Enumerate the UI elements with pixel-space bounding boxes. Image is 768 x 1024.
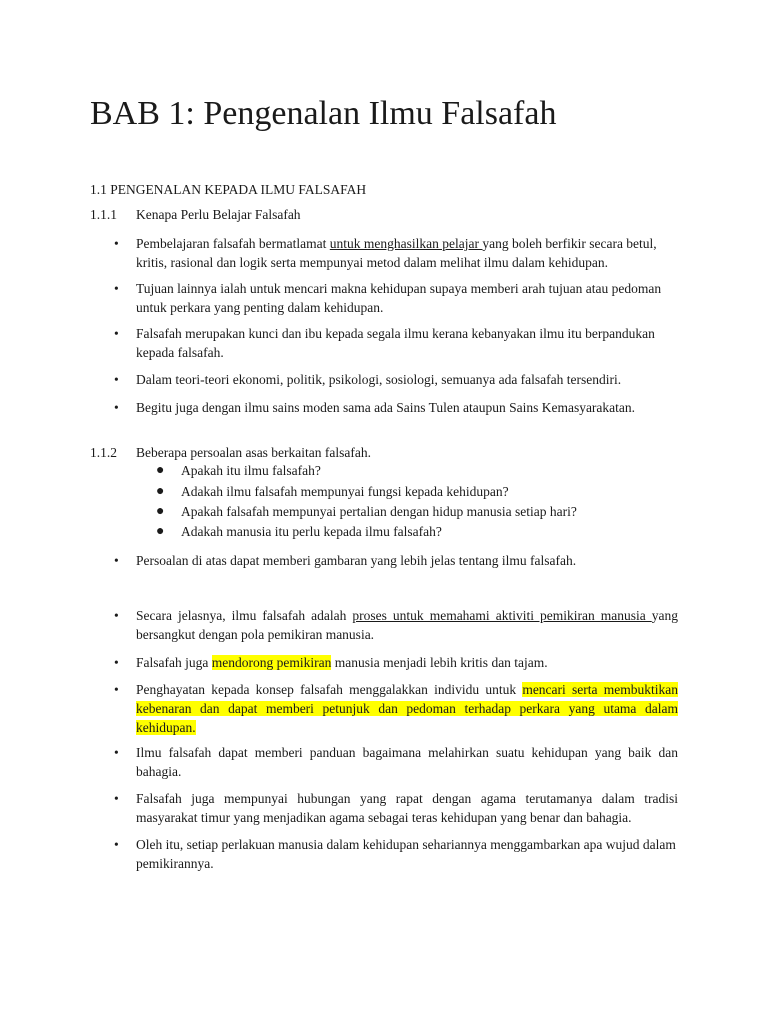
list-item: [114, 324, 678, 362]
list-item-text: Tujuan lainnya ialah untuk mencari makna kehidupan supaya memberi arah tujuan atau pedoman untuk perkara yang penting dalam kehidupan.: [136, 281, 662, 315]
question-item: [156, 482, 509, 501]
question-item: [156, 461, 321, 480]
question-item: [156, 522, 442, 541]
question-text: Adakah ilmu falsafah mempunyai fungsi kepada kehidupan?: [181, 484, 509, 499]
list-item: [114, 835, 678, 873]
dot-marker: ●: [156, 484, 165, 499]
list-item-text: Persoalan di atas dapat memberi gambaran yang lebih jelas tentang ilmu falsafah.: [136, 553, 577, 568]
list-item: [114, 234, 678, 272]
underlined-text: proses untuk memahami aktiviti pemikiran manusia: [352, 608, 652, 623]
text-run: Secara jelasnya, ilmu falsafah adalah: [136, 608, 353, 623]
text-run: yang boleh berfikir secara betul, kritis, rasional dan logik serta mempunyai metod dalam melihat ilmu dalam kehidupan.: [136, 236, 657, 270]
list-item-text: Begitu juga dengan ilmu sains moden sama ada Sains Tulen ataupun Sains Kemasyarakatan.: [136, 400, 636, 415]
page-title: BAB 1: Pengenalan Ilmu Falsafah: [90, 95, 557, 132]
list-item: [114, 743, 678, 781]
list-item: [114, 398, 678, 417]
dot-marker: ●: [156, 504, 165, 519]
underlined-text: untuk menghasilkan pelajar: [329, 236, 483, 251]
bullet-marker: •: [114, 682, 119, 697]
list-item-text: [136, 680, 678, 737]
subsection-heading: Beberapa persoalan asas berkaitan falsafah.: [136, 445, 372, 460]
list-item: [114, 370, 678, 389]
list-item: [114, 680, 678, 737]
subsection-number: 1.1.1: [90, 207, 117, 222]
subsection-number: 1.1.2: [90, 445, 117, 460]
dot-marker: ●: [156, 463, 165, 478]
highlighted-text: mendorong pemikiran: [211, 655, 332, 670]
list-item-text: Falsafah merupakan kunci dan ibu kepada segala ilmu kerana kebanyakan ilmu itu berpandukan kepada falsafah.: [136, 326, 655, 360]
section-heading: 1.1 PENGENALAN KEPADA ILMU FALSAFAH: [90, 182, 367, 197]
question-item: [156, 502, 577, 521]
bullet-marker: •: [114, 281, 119, 296]
question-text: Apakah falsafah mempunyai pertalian dengan hidup manusia setiap hari?: [181, 504, 577, 519]
text-run: Pembelajaran falsafah bermatlamat: [136, 236, 330, 251]
bullet-marker: •: [114, 236, 119, 251]
subsection-heading: Kenapa Perlu Belajar Falsafah: [136, 207, 301, 222]
bullet-marker: •: [114, 553, 119, 568]
list-item-text: [136, 606, 678, 644]
highlighted-text: mencari serta membuktikan kebenaran dan dapat memberi petunjuk dan pedoman terhadap perkara yang utama dalam kehidupan.: [136, 682, 678, 735]
question-text: Apakah itu ilmu falsafah?: [181, 463, 321, 478]
list-item-text: Dalam teori-teori ekonomi, politik, psikologi, sosiologi, semuanya ada falsafah tersendiri.: [136, 372, 622, 387]
bullet-marker: •: [114, 791, 119, 806]
list-item-text: Ilmu falsafah dapat memberi panduan bagaimana melahirkan suatu kehidupan yang baik dan bahagia.: [136, 745, 678, 779]
bullet-marker: •: [114, 372, 119, 387]
dot-marker: ●: [156, 524, 165, 539]
list-item-text: Falsafah juga mempunyai hubungan yang rapat dengan agama terutamanya dalam tradisi masyarakat timur yang menjadikan agama sebagai teras kehidupan yang benar dan bahagia.: [136, 791, 678, 825]
text-run: Penghayatan kepada konsep falsafah menggalakkan individu untuk: [136, 682, 523, 697]
question-text: Adakah manusia itu perlu kepada ilmu falsafah?: [181, 524, 442, 539]
list-item: [114, 606, 678, 644]
list-item: [114, 551, 678, 570]
list-item: [114, 653, 678, 672]
bullet-marker: •: [114, 326, 119, 341]
bullet-marker: •: [114, 400, 119, 415]
list-item-text: [136, 653, 678, 672]
text-run: yang bersangkut dengan pola pemikiran manusia.: [136, 608, 678, 642]
text-run: Falsafah juga: [136, 655, 212, 670]
bullet-marker: •: [114, 745, 119, 760]
list-item-text: [136, 234, 678, 272]
bullet-marker: •: [114, 655, 119, 670]
list-item: [114, 789, 678, 827]
text-run: manusia menjadi lebih kritis dan tajam.: [331, 655, 548, 670]
list-item: [114, 279, 678, 317]
list-item-text: Oleh itu, setiap perlakuan manusia dalam kehidupan sehariannya menggambarkan apa wujud dalam pemikirannya.: [136, 837, 676, 871]
bullet-marker: •: [114, 608, 119, 623]
bullet-marker: •: [114, 837, 119, 852]
